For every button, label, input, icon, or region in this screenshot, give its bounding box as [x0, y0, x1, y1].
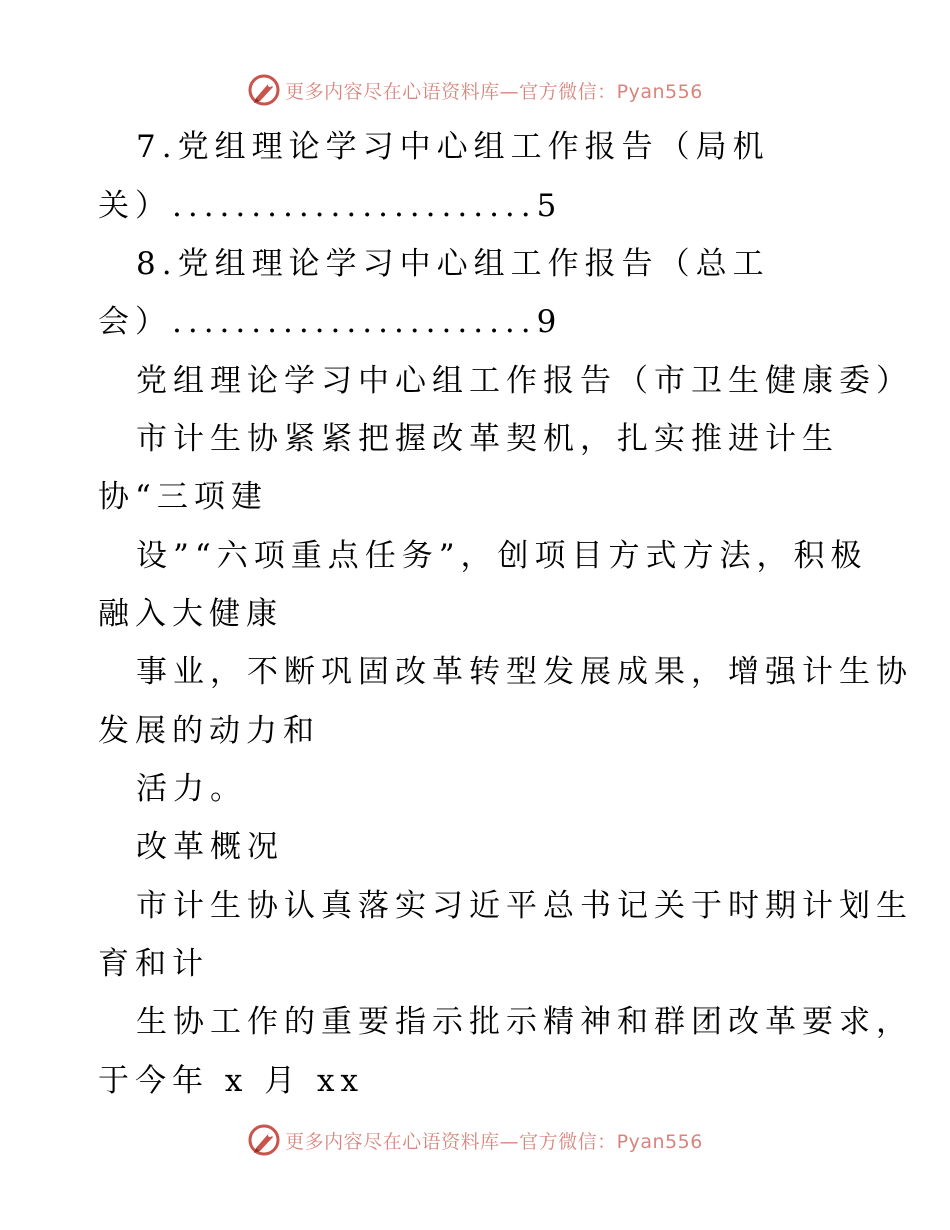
header-banner: [0, 70, 950, 110]
paragraph-line: 生协工作的重要指示批示精神和群团改革要求，: [136, 1004, 913, 1040]
paragraph-line: 育和计: [98, 946, 209, 982]
paragraph-line: 融入大健康: [98, 596, 283, 632]
toc-entry-8: 8.党组理论学习中心组工作报告（总工: [136, 246, 770, 282]
paragraph-line: 发展的动力和: [98, 713, 320, 749]
footer-banner: [0, 1120, 950, 1160]
paragraph-line: 市计生协认真落实习近平总书记关于时期计划生: [136, 888, 913, 924]
subheading: 改革概况: [136, 829, 284, 865]
toc-entry-7: 7.党组理论学习中心组工作报告（局机: [136, 129, 770, 165]
pen-logo-icon: [247, 73, 281, 107]
paragraph-line: 活力。: [136, 771, 247, 807]
paragraph-line: 协“三项建: [98, 479, 268, 515]
banner-text: 更多内容尽在心语资料库—官方微信：Pyan556: [285, 80, 703, 103]
section-title: 党组理论学习中心组工作报告（市卫生健康委）: [136, 363, 913, 399]
paragraph-line: 市计生协紧紧把握改革契机，扎实推进计生: [136, 421, 839, 457]
paragraph-line: 设”“六项重点任务”，创项目方式方法，积极: [136, 538, 868, 574]
paragraph-line: 于今年 x 月 xx: [98, 1063, 365, 1099]
banner-text: 更多内容尽在心语资料库—官方微信：Pyan556: [285, 1130, 703, 1153]
paragraph-line: 事业，不断巩固改革转型发展成果，增强计生协: [136, 654, 913, 690]
toc-entry-7-continued: 关）.......................5: [98, 188, 563, 224]
toc-entry-8-continued: 会）.......................9: [98, 304, 563, 340]
pen-logo-icon: [247, 1123, 281, 1157]
